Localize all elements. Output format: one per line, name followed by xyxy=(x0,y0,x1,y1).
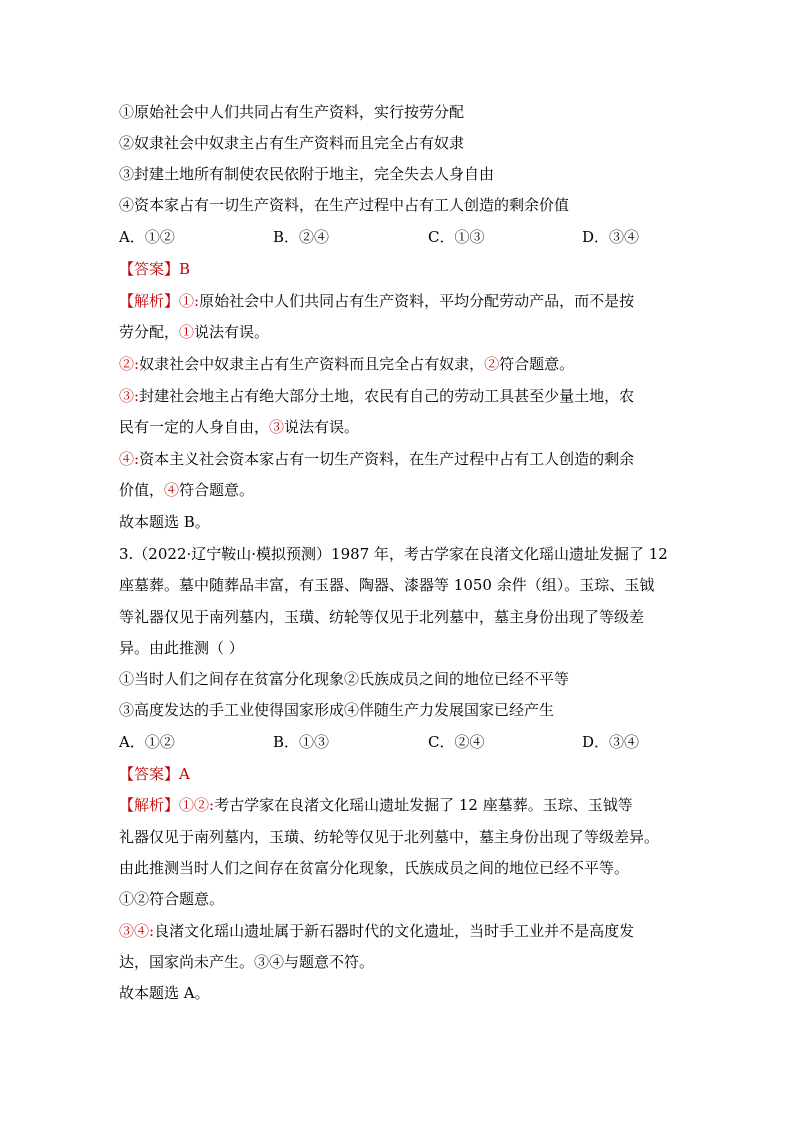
analysis-mark: ③④: xyxy=(119,922,155,940)
option-d: D．③④ xyxy=(582,228,640,246)
answer-label: 【答案】 xyxy=(119,765,180,783)
answer-value: B xyxy=(179,260,191,278)
analysis-line-4: ①②符合题意。 xyxy=(119,890,225,908)
analysis-line-1 xyxy=(119,291,634,311)
question-stem-line-2: 座墓葬。墓中随葬品丰富，有玉器、陶器、漆器等 1050 余件（组）。玉琮、玉钺 xyxy=(119,576,655,594)
analysis-mark: ①: xyxy=(179,292,200,310)
analysis-mark: ①②: xyxy=(179,796,215,814)
analysis-line-1 xyxy=(119,795,633,815)
analysis-text: 封建社会地主占有绝大部分土地，农民有自己的劳动工具甚至少量土地，农 xyxy=(139,387,635,405)
option-c: C．②④ xyxy=(428,733,485,751)
question-stem-line-4: 异。由此推测（ ） xyxy=(119,639,244,657)
analysis-mark: ③: xyxy=(119,387,140,405)
analysis-mark: ③ xyxy=(269,418,285,436)
analysis-mark: ④: xyxy=(119,450,140,468)
analysis-mark: ② xyxy=(484,355,500,373)
analysis-text: 民有一定的人身自由， xyxy=(119,418,270,436)
answer-line xyxy=(119,259,190,279)
analysis-line-7 xyxy=(119,480,254,500)
option-b: B．①③ xyxy=(273,733,330,751)
analysis-text: 说法有误。 xyxy=(284,418,360,436)
answer-value: A xyxy=(179,765,190,783)
analysis-label: 【解析】 xyxy=(119,292,180,310)
conclusion: 故本题选 B。 xyxy=(119,513,210,531)
analysis-line-5 xyxy=(119,417,359,437)
statement-2: ②奴隶社会中奴隶主占有生产资料而且完全占有奴隶 xyxy=(119,134,465,152)
answer-label: 【答案】 xyxy=(119,260,180,278)
analysis-text: 良渚文化瑶山遗址属于新石器时代的文化遗址，当时手工业并不是高度发 xyxy=(154,922,635,940)
statement-3: ③封建土地所有制使农民依附于地主，完全失去人身自由 xyxy=(119,165,495,183)
analysis-text: 符合题意。 xyxy=(499,355,575,373)
analysis-line-3 xyxy=(119,354,574,374)
analysis-mark: ②: xyxy=(119,355,140,373)
statement-4: ④资本家占有一切生产资料，在生产过程中占有工人创造的剩余价值 xyxy=(119,196,570,214)
option-c: C．①③ xyxy=(428,228,485,246)
option-b: B．②④ xyxy=(273,228,330,246)
analysis-line-2: 礼器仅见于南列墓内，玉璜、纺轮等仅见于北列墓中，墓主身份出现了等级差异。 xyxy=(119,828,660,846)
analysis-text: 原始社会中人们共同占有生产资料，平均分配劳动产品，而不是按 xyxy=(199,292,635,310)
analysis-mark: ④ xyxy=(164,481,180,499)
analysis-line-6 xyxy=(119,449,634,469)
question-stem-line-3: 等礼器仅见于南列墓内，玉璜、纺轮等仅见于北列墓中，墓主身份出现了等级差 xyxy=(119,608,645,626)
analysis-mark: ① xyxy=(179,323,195,341)
answer-line xyxy=(119,764,190,784)
analysis-line-3: 由此推测当时人们之间存在贫富分化现象，氏族成员之间的地位已经不平等。 xyxy=(119,859,630,877)
option-a: A．①② xyxy=(119,228,175,246)
analysis-text: 奴隶社会中奴隶主占有生产资料而且完全占有奴隶， xyxy=(139,355,485,373)
analysis-text: 资本主义社会资本家占有一切生产资料，在生产过程中占有工人创造的剩余 xyxy=(139,450,635,468)
analysis-text: 考古学家在良渚文化瑶山遗址发掘了 12 座墓葬。玉琮、玉钺等 xyxy=(214,796,633,814)
analysis-text: 劳分配， xyxy=(119,323,180,341)
analysis-line-4 xyxy=(119,386,634,406)
analysis-line-5 xyxy=(119,921,634,941)
statement-1-2: ①当时人们之间存在贫富分化现象②氏族成员之间的地位已经不平等 xyxy=(119,670,570,688)
analysis-line-2 xyxy=(119,322,269,342)
analysis-line-6: 达，国家尚未产生。③④与题意不符。 xyxy=(119,953,375,971)
conclusion: 故本题选 A。 xyxy=(119,984,210,1002)
question-stem-line-1: 3.（2022·辽宁鞍山·模拟预测）1987 年，考古学家在良渚文化瑶山遗址发掘了 12 xyxy=(119,545,668,563)
statement-3-4: ③高度发达的手工业使得国家形成④伴随生产力发展国家已经产生 xyxy=(119,701,555,719)
analysis-text: 价值， xyxy=(119,481,165,499)
analysis-text: 说法有误。 xyxy=(194,323,270,341)
option-a: A．①② xyxy=(119,733,175,751)
option-d: D．③④ xyxy=(582,733,640,751)
analysis-text: 符合题意。 xyxy=(179,481,255,499)
statement-1: ①原始社会中人们共同占有生产资料，实行按劳分配 xyxy=(119,103,465,121)
analysis-label: 【解析】 xyxy=(119,796,180,814)
